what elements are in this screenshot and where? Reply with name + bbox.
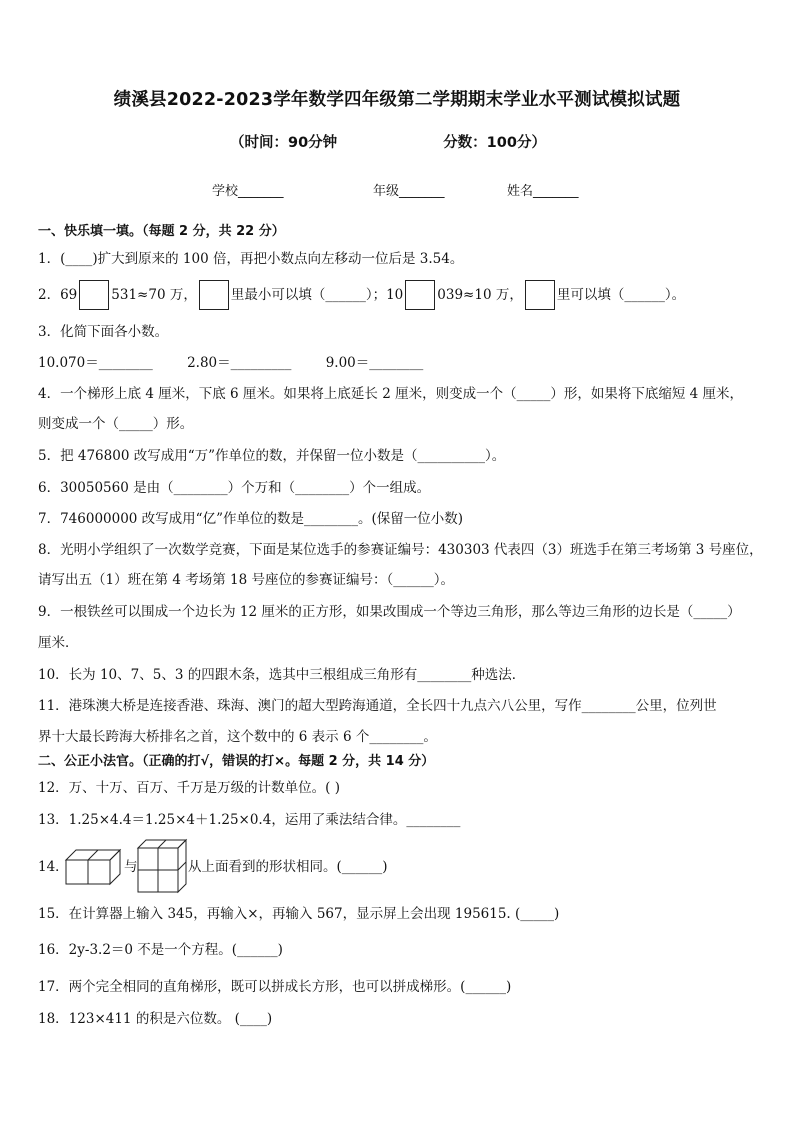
- section-1-heading: 一、快乐填一填。（每题 2 分，共 22 分）: [38, 224, 285, 239]
- q2-answer-box-3[interactable]: [405, 280, 435, 310]
- question-14-with: 与: [124, 859, 138, 875]
- score-label: 分数：100分）: [443, 135, 546, 151]
- question-18: 18．123×411 的积是六位数。 (____): [38, 1011, 273, 1027]
- question-8-line-1: 8．光明小学组织了一次数学竞赛，下面是某位选手的参赛证编号：430303 代表四（3）班选手在第三考场第 3 号座位，: [38, 542, 763, 558]
- q2-answer-box-4[interactable]: [525, 280, 555, 310]
- question-11-line-1: 11．港珠澳大桥是连接香港、珠海、澳门的超大型跨海通道，全长四十九点六八公里，写作________公里，位列世: [38, 698, 717, 714]
- question-9-line-2: 厘米．: [38, 635, 79, 651]
- question-13: 13．1.25×4.4＝1.25×4＋1.25×0.4，运用了乘法结合律。________: [38, 812, 461, 828]
- q2-answer-box-2[interactable]: [199, 280, 229, 310]
- question-8-line-2: 请写出五（1）班在第 4 考场第 18 号座位的参赛证编号：（______）。: [38, 572, 455, 588]
- question-6: 6．30050560 是由（________）个万和（________）个一组成。: [38, 480, 431, 496]
- question-12: 12．万、十万、百万、千万是万级的计数单位。( ): [38, 780, 341, 796]
- question-4-line-1: 4．一个梯形上底 4 厘米，下底 6 厘米。如果将上底延长 2 厘米，则变成一个（_____）形，如果将下底缩短 4 厘米，: [38, 386, 744, 402]
- question-3-items: 10.070＝________ 2.80＝_________ 9.00＝________: [38, 355, 424, 371]
- question-2: [38, 279, 764, 310]
- q2-text-1: 2．69: [38, 286, 78, 303]
- time-label: （时间：90分钟: [230, 135, 338, 151]
- q2-text-4: 039≈10 万，: [437, 286, 523, 303]
- question-14-text: 从上面看到的形状相同。(______): [188, 859, 388, 875]
- question-11-line-2: 界十大最长跨海大桥排名之首，这个数中的 6 表示 6 个________。: [38, 729, 437, 745]
- question-17: 17．两个完全相同的直角梯形，既可以拼成长方形，也可以拼成梯形。(______): [38, 979, 512, 995]
- question-7: 7．746000000 改写成用“亿”作单位的数是________。(保留一位小数): [38, 511, 464, 527]
- q2-text-3: 里最小可以填（______）；10: [230, 286, 404, 303]
- question-16: 16．2y-3.2＝0 不是一个方程。(______): [38, 942, 283, 958]
- q2-text-2: 531≈70 万，: [111, 286, 197, 303]
- question-9-line-1: 9．一根铁丝可以围成一个边长为 12 厘米的正方形，如果改围成一个等边三角形，那么等边三角形的边长是（_____）: [38, 604, 741, 620]
- question-14-label: 14．: [38, 859, 69, 875]
- question-3: 3．化简下面各小数。: [38, 324, 169, 340]
- exam-title: 绩溪县2022-2023学年数学四年级第二学期期末学业水平测试模拟试题: [113, 90, 681, 110]
- school-field[interactable]: 学校_______: [212, 184, 284, 199]
- q2-text-5: 里可以填（______）。: [556, 286, 686, 303]
- question-1: 1．(____)扩大到原来的 100 倍，再把小数点向左移动一位后是 3.54。: [38, 251, 464, 267]
- grade-field[interactable]: 年级_______: [373, 184, 445, 199]
- name-field[interactable]: 姓名_______: [507, 184, 579, 199]
- q14-cube-figure-2: [136, 838, 188, 894]
- question-5: 5．把 476800 改写成用“万”作单位的数，并保留一位小数是（__________）。: [38, 448, 506, 464]
- section-2-heading: 二、公正小法官。（正确的打√，错误的打×。每题 2 分，共 14 分）: [38, 754, 435, 769]
- question-10: 10．长为 10、7、5、3 的四跟木条，选其中三根组成三角形有________种选法．: [38, 667, 526, 683]
- q2-answer-box-1[interactable]: [79, 280, 109, 310]
- exam-subtitle: [230, 131, 590, 152]
- question-15: 15．在计算器上输入 345，再输入×，再输入 567，显示屏上会出现 195615. (_____): [38, 906, 560, 922]
- question-4-line-2: 则变成一个（_____）形。: [38, 416, 194, 432]
- q14-cube-figure-1: [64, 846, 124, 886]
